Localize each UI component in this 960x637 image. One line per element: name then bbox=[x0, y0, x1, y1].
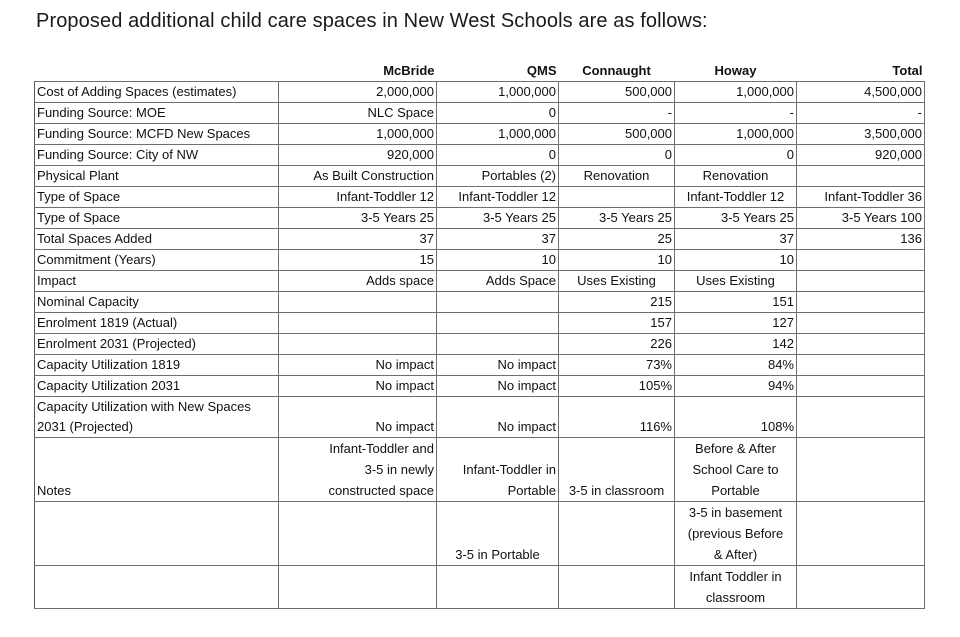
table-cell: 10 bbox=[559, 250, 675, 271]
table-cell: 3-5 Years 25 bbox=[437, 208, 559, 229]
table-cell: 500,000 bbox=[559, 124, 675, 145]
page-heading: Proposed additional child care spaces in New West Schools are as follows: bbox=[36, 10, 708, 32]
note-cell-mcbride bbox=[279, 502, 437, 566]
table-row bbox=[35, 376, 925, 397]
table-cell: No impact bbox=[279, 355, 437, 376]
table-row bbox=[35, 124, 925, 145]
row-label: Capacity Utilization 1819 bbox=[35, 355, 279, 376]
row-label-line: 2031 (Projected) bbox=[37, 419, 134, 434]
row-label: Enrolment 1819 (Actual) bbox=[35, 313, 279, 334]
note-line: classroom bbox=[705, 590, 766, 605]
notes-row bbox=[35, 502, 925, 566]
note-cell-howay bbox=[675, 502, 797, 566]
table-row bbox=[35, 313, 925, 334]
table-cell: 94% bbox=[675, 376, 797, 397]
row-label: Nominal Capacity bbox=[35, 292, 279, 313]
note-cell-howay bbox=[675, 566, 797, 609]
table-cell: 1,000,000 bbox=[675, 82, 797, 103]
table-cell: No impact bbox=[279, 397, 437, 438]
note-line: Infant-Toddler and bbox=[329, 441, 434, 456]
table-cell: 37 bbox=[279, 229, 437, 250]
note-cell-connaught: 3-5 in classroom bbox=[559, 438, 675, 502]
row-label: Funding Source: City of NW bbox=[35, 145, 279, 166]
note-cell-total bbox=[797, 502, 925, 566]
table-cell: Uses Existing bbox=[675, 271, 797, 292]
table-cell: 108% bbox=[675, 397, 797, 438]
table-row bbox=[35, 166, 925, 187]
note-cell-connaught bbox=[559, 502, 675, 566]
header-blank bbox=[35, 60, 279, 82]
table-cell: 37 bbox=[675, 229, 797, 250]
table-cell bbox=[797, 334, 925, 355]
table-cell: 84% bbox=[675, 355, 797, 376]
table-cell: Infant-Toddler 12 bbox=[437, 187, 559, 208]
table-row bbox=[35, 103, 925, 124]
table-cell: Infant-Toddler 36 bbox=[797, 187, 925, 208]
table-cell: 0 bbox=[675, 145, 797, 166]
table-cell: 215 bbox=[559, 292, 675, 313]
table-cell: 37 bbox=[437, 229, 559, 250]
table-cell: NLC Space bbox=[279, 103, 437, 124]
row-label bbox=[35, 397, 279, 438]
table-cell: 10 bbox=[675, 250, 797, 271]
row-label: Physical Plant bbox=[35, 166, 279, 187]
table-cell: 10 bbox=[437, 250, 559, 271]
row-label: Commitment (Years) bbox=[35, 250, 279, 271]
table-cell: 1,000,000 bbox=[279, 124, 437, 145]
notes-row bbox=[35, 438, 925, 502]
table-cell bbox=[797, 397, 925, 438]
table-cell: 15 bbox=[279, 250, 437, 271]
note-cell-qms bbox=[437, 438, 559, 502]
note-line: Portable bbox=[507, 483, 556, 498]
table-cell: 1,000,000 bbox=[437, 124, 559, 145]
table-cell bbox=[559, 187, 675, 208]
table-cell: - bbox=[797, 103, 925, 124]
table-row bbox=[35, 229, 925, 250]
table-cell: 2,000,000 bbox=[279, 82, 437, 103]
table-cell: 116% bbox=[559, 397, 675, 438]
note-cell-mcbride bbox=[279, 566, 437, 609]
table-cell: 151 bbox=[675, 292, 797, 313]
table-cell: 136 bbox=[797, 229, 925, 250]
table-row bbox=[35, 187, 925, 208]
row-label: Type of Space bbox=[35, 208, 279, 229]
table-cell: 4,500,000 bbox=[797, 82, 925, 103]
table-cell: Adds Space bbox=[437, 271, 559, 292]
row-label: Cost of Adding Spaces (estimates) bbox=[35, 82, 279, 103]
note-cell-total bbox=[797, 438, 925, 502]
note-line: 3-5 in basement bbox=[688, 505, 783, 520]
table-cell: 1,000,000 bbox=[437, 82, 559, 103]
table-cell: As Built Construction bbox=[279, 166, 437, 187]
table-cell: Uses Existing bbox=[559, 271, 675, 292]
table-cell: No impact bbox=[279, 376, 437, 397]
table-cell bbox=[437, 334, 559, 355]
table-row bbox=[35, 334, 925, 355]
table-cell bbox=[279, 292, 437, 313]
row-label: Enrolment 2031 (Projected) bbox=[35, 334, 279, 355]
note-cell-howay bbox=[675, 438, 797, 502]
table-cell: 3-5 Years 25 bbox=[559, 208, 675, 229]
header-connaught: Connaught bbox=[559, 60, 675, 82]
table-cell: - bbox=[675, 103, 797, 124]
table-cell bbox=[437, 292, 559, 313]
table-cell: 500,000 bbox=[559, 82, 675, 103]
table-row bbox=[35, 82, 925, 103]
row-label-line: Capacity Utilization with New Spaces bbox=[37, 399, 251, 414]
table-cell: 3-5 Years 25 bbox=[675, 208, 797, 229]
table-row bbox=[35, 355, 925, 376]
table-cell: 920,000 bbox=[279, 145, 437, 166]
table-cell: - bbox=[559, 103, 675, 124]
notes-label: Notes bbox=[35, 438, 279, 502]
table-cell: 3-5 Years 25 bbox=[279, 208, 437, 229]
note-line: Before & After bbox=[695, 441, 776, 456]
table-cell: 0 bbox=[437, 145, 559, 166]
table-cell bbox=[797, 376, 925, 397]
table-cell bbox=[797, 271, 925, 292]
table-cell: Renovation bbox=[675, 166, 797, 187]
table-cell: 0 bbox=[559, 145, 675, 166]
table-cell: 226 bbox=[559, 334, 675, 355]
table-cell: 0 bbox=[437, 103, 559, 124]
table-cell: 142 bbox=[675, 334, 797, 355]
table-cell bbox=[437, 313, 559, 334]
table-cell: Renovation bbox=[559, 166, 675, 187]
spreadsheet-table bbox=[34, 60, 925, 609]
table-row bbox=[35, 271, 925, 292]
header-row bbox=[35, 60, 925, 82]
table-cell: No impact bbox=[437, 376, 559, 397]
table-cell: 3,500,000 bbox=[797, 124, 925, 145]
table-cell: No impact bbox=[437, 397, 559, 438]
table-row bbox=[35, 250, 925, 271]
row-label: Impact bbox=[35, 271, 279, 292]
table-cell: Adds space bbox=[279, 271, 437, 292]
note-line: 3-5 in newly bbox=[364, 462, 434, 477]
note-line: School Care to bbox=[692, 462, 779, 477]
table-row bbox=[35, 292, 925, 313]
notes-row bbox=[35, 566, 925, 609]
table-cell bbox=[279, 334, 437, 355]
header-total: Total bbox=[797, 60, 925, 82]
table-cell: 920,000 bbox=[797, 145, 925, 166]
note-cell-qms: 3-5 in Portable bbox=[437, 502, 559, 566]
table-row bbox=[35, 208, 925, 229]
note-line: (previous Before bbox=[687, 526, 784, 541]
table-cell: 1,000,000 bbox=[675, 124, 797, 145]
notes-label-empty bbox=[35, 502, 279, 566]
row-label: Funding Source: MOE bbox=[35, 103, 279, 124]
note-cell-total bbox=[797, 566, 925, 609]
table-cell bbox=[797, 166, 925, 187]
table-cell bbox=[797, 355, 925, 376]
table-cell bbox=[797, 250, 925, 271]
row-label: Total Spaces Added bbox=[35, 229, 279, 250]
table-cell: 105% bbox=[559, 376, 675, 397]
header-mcbride: McBride bbox=[279, 60, 437, 82]
table-cell: 3-5 Years 100 bbox=[797, 208, 925, 229]
table-cell: 127 bbox=[675, 313, 797, 334]
table-cell bbox=[279, 313, 437, 334]
note-cell-mcbride bbox=[279, 438, 437, 502]
table-cell: Infant-Toddler 12 bbox=[279, 187, 437, 208]
note-line: Infant Toddler in bbox=[689, 569, 782, 584]
row-label: Funding Source: MCFD New Spaces bbox=[35, 124, 279, 145]
table-row bbox=[35, 145, 925, 166]
note-cell-qms bbox=[437, 566, 559, 609]
child-care-table bbox=[34, 60, 925, 609]
notes-label-empty bbox=[35, 566, 279, 609]
table-cell: 25 bbox=[559, 229, 675, 250]
note-line: & After) bbox=[713, 547, 758, 562]
table-cell: Infant-Toddler 12 bbox=[675, 187, 797, 208]
note-cell-connaught bbox=[559, 566, 675, 609]
note-line: Portable bbox=[711, 483, 760, 498]
header-howay: Howay bbox=[675, 60, 797, 82]
table-row-new-spaces bbox=[35, 397, 925, 438]
table-cell: Portables (2) bbox=[437, 166, 559, 187]
table-cell bbox=[797, 313, 925, 334]
table-cell: 157 bbox=[559, 313, 675, 334]
table-cell: 73% bbox=[559, 355, 675, 376]
note-line: constructed space bbox=[328, 483, 434, 498]
header-qms: QMS bbox=[437, 60, 559, 82]
row-label: Capacity Utilization 2031 bbox=[35, 376, 279, 397]
table-cell: No impact bbox=[437, 355, 559, 376]
row-label: Type of Space bbox=[35, 187, 279, 208]
note-line: Infant-Toddler in bbox=[462, 462, 556, 477]
table-cell bbox=[797, 292, 925, 313]
